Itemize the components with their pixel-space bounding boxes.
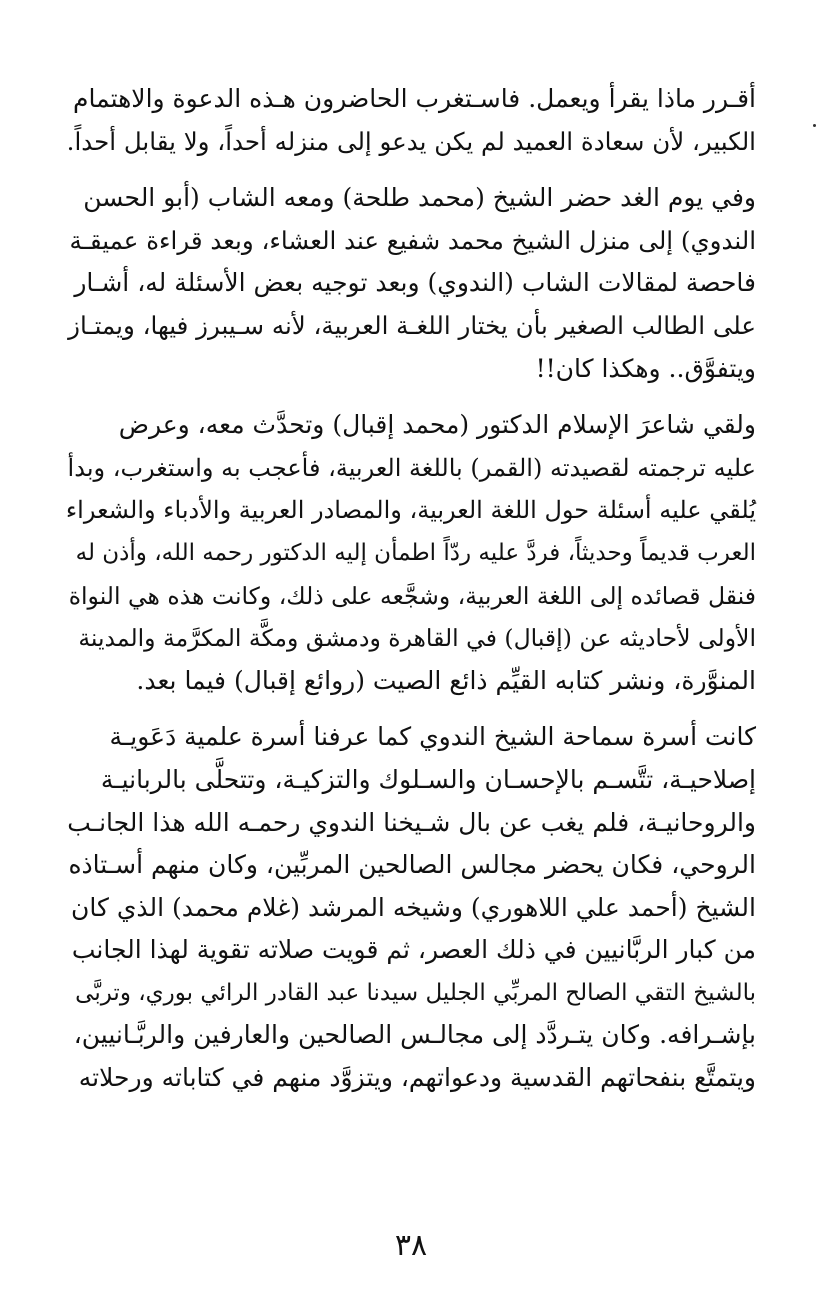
text-line: من كبار الربَّانيين في ذلك العصر، ثم قويت صلاته تقوية لهذا الجانب: [71, 935, 756, 965]
paragraph-4: [66, 716, 756, 1099]
text-line: بإشـرافه. وكان يتـردَّد إلى مجالـس الصالحين والعارفين والربَّـانيين،: [73, 1020, 756, 1050]
scan-mark: [813, 124, 816, 127]
text-line: كانت أسرة سماحة الشيخ الندوي كما عرفنا أسرة علمية دَعَويـة: [109, 722, 756, 752]
text-line: الشيخ (أحمد علي اللاهوري) وشيخه المرشد (غلام محمد) الذي كان: [71, 892, 756, 922]
text-line: بالشيخ التقي الصالح المربِّي الجليل سيدنا عبد القادر الرائي بوري، وتربَّى: [75, 979, 756, 1006]
paragraph-2: [66, 177, 756, 390]
text-line: أقـرر ماذا يقرأ ويعمل. فاسـتغرب الحاضرون هـذه الدعوة والاهتمام: [73, 84, 756, 113]
text-line: وفي يوم الغد حضر الشيخ (محمد طلحة) ومعه الشاب (أبو الحسن: [83, 183, 756, 213]
text-line: الندوي) إلى منزل الشيخ محمد شفيع عند العشاء، وبعد قراءة عميقـة: [69, 225, 756, 255]
page-number: ٣٨: [394, 1228, 428, 1263]
text-line: ويتفوَّق.. وهكذا كان!!: [535, 353, 756, 383]
text-line: فنقل قصائده إلى اللغة العربية، وشجَّعه على ذلك، وكانت هذه هي النواة: [68, 581, 756, 610]
text-line: العرب قديماً وحديثاً، فردَّ عليه ردّاً اطمأن إليه الدكتور رحمه الله، وأذن له: [75, 539, 756, 566]
text-line: الأولى لأحاديثه عن (إقبال) في القاهرة ودمشق ومكَّة المكرَّمة والمدينة: [78, 624, 756, 653]
text-line: المنوَّرة، ونشر كتابه القيِّم ذائع الصيت (روائع إقبال) فيما بعد.: [136, 665, 756, 695]
book-page-text: [66, 78, 756, 1114]
paragraph-3: [66, 404, 756, 702]
text-line: يُلقي عليه أسئلة حول اللغة العربية، والمصادر العربية والأدباء والشعراء: [65, 496, 756, 525]
paragraph-1: [66, 78, 756, 163]
text-line: ولقي شاعرَ الإسلام الدكتور (محمد إقبال) وتحدَّث معه، وعرض: [118, 410, 756, 440]
text-line: إصلاحيـة، تتَّسـم بالإحسـان والسـلوك والتزكيـة، وتتحلَّى بالربانيـة: [100, 764, 756, 794]
text-line: فاحصة لمقالات الشاب (الندوي) وبعد توجيه بعض الأسئلة له، أشـار: [74, 268, 756, 298]
text-line: عليه ترجمته لقصيدته (القمر) باللغة العربية، فأعجب به واستغرب، وبدأ: [67, 453, 756, 482]
text-line: الروحي، فكان يحضر مجالس الصالحين المربِّين، وكان منهم أسـتاذه: [68, 850, 756, 880]
text-line: ويتمتَّع بنفحاتهم القدسية ودعواتهم، ويتزوَّد منهم في كتاباته ورحلاته: [78, 1063, 756, 1093]
text-line: على الطالب الصغير بأن يختار اللغـة العربية، لأنه سـيبرز فيها، ويمتـاز: [68, 310, 756, 340]
text-line: والروحانيـة، فلم يغب عن بال شـيخنا الندوي رحمـه الله هذا الجانـب: [67, 807, 756, 837]
text-line: الكبير، لأن سعادة العميد لم يكن يدعو إلى منزله أحداً، ولا يقابل أحداً.: [66, 126, 756, 156]
